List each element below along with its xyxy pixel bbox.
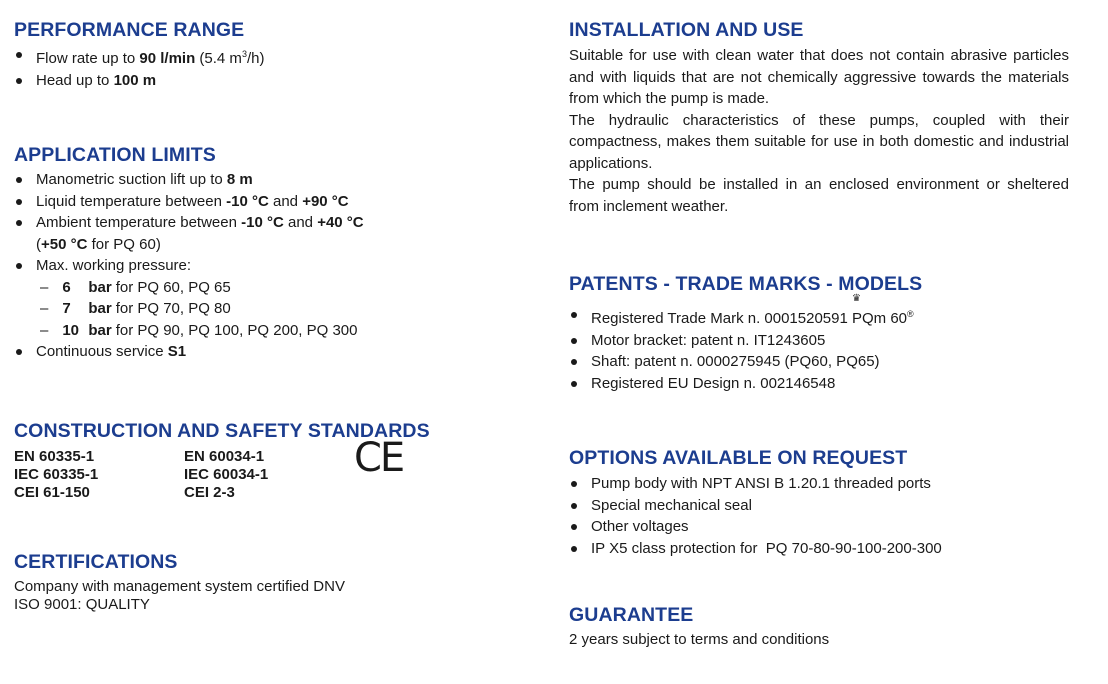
list-item: Ambient temperature between -10 °C and +40 °C: [14, 212, 544, 234]
standards-title: CONSTRUCTION AND SAFETY STANDARDS: [14, 420, 430, 442]
application-list: [14, 169, 544, 234]
installation-paragraph-2: The hydraulic characteristics of these pumps, coupled with their compactness, makes them suitable for use in both domestic and industrial applications.: [569, 111, 1069, 172]
guarantee-title: GUARANTEE: [569, 604, 694, 626]
list-item: Motor bracket: patent n. IT1243605: [569, 330, 1069, 352]
list-item: Head up to 100 m: [14, 70, 544, 92]
certifications-section: [14, 551, 544, 614]
standards-col-2: EN 60034-1 IEC 60034-1 CEI 2-3: [184, 448, 269, 501]
standards-section: [14, 420, 544, 510]
list-item: IP X5 class protection for PQ 70-80-90-100-200-300: [569, 538, 1069, 560]
installation-title: INSTALLATION AND USE: [569, 19, 804, 41]
pqm-logo: ♛ PQm 60®: [852, 293, 914, 327]
list-item: Other voltages: [569, 516, 1069, 538]
patents-section: [569, 273, 1069, 394]
list-item: Liquid temperature between -10 °C and +90 °C: [14, 191, 544, 213]
list-item: Special mechanical seal: [569, 495, 1069, 517]
list-item: Shaft: patent n. 0000275945 (PQ60, PQ65): [569, 351, 1069, 373]
installation-paragraph-3: The pump should be installed in an enclosed environment or sheltered from inclement weather.: [569, 176, 1069, 215]
performance-range-title: PERFORMANCE RANGE: [14, 19, 245, 41]
pressure-list: [14, 255, 544, 363]
crown-icon: ♛: [852, 293, 861, 304]
application-limits-title: APPLICATION LIMITS: [14, 144, 216, 166]
certifications-title: CERTIFICATIONS: [14, 551, 178, 573]
pressure-item: – 7 bar for PQ 70, PQ 80: [40, 300, 231, 317]
list-item: Flow rate up to 90 l/min (5.4 $m^3/h$): [14, 44, 544, 70]
application-limits-section: [14, 144, 544, 363]
pressure-item: – 6 bar for PQ 60, PQ 65: [40, 278, 231, 296]
guarantee-text: 2 years subject to terms and conditions: [569, 631, 830, 648]
ambient-continuation: (+50 °C for PQ 60): [36, 235, 161, 253]
list-item: Manometric suction lift up to 8 m: [14, 169, 544, 191]
patents-list: [569, 293, 1069, 394]
list-item: Max. working pressure:: [14, 255, 544, 277]
pressure-item: – 10 bar for PQ 90, PQ 100, PQ 200, PQ 300: [40, 321, 358, 339]
performance-range-section: [14, 19, 544, 91]
installation-section: [569, 19, 1069, 217]
options-title: OPTIONS AVAILABLE ON REQUEST: [569, 447, 908, 469]
standards-col-1: EN 60335-1 IEC 60335-1 CEI 61-150: [14, 448, 99, 501]
certifications-line-2: ISO 9001: QUALITY: [14, 596, 150, 613]
options-section: [569, 447, 1069, 559]
patents-title: PATENTS - TRADE MARKS - MODELS: [569, 273, 923, 295]
list-item: Pump body with NPT ANSI B 1.20.1 threaded ports: [569, 473, 1069, 495]
list-item: Registered Trade Mark n. 0001520591 ♛ PQm 60®: [569, 304, 1069, 330]
options-list: [569, 473, 1069, 559]
ce-mark-icon: CE: [354, 435, 404, 481]
performance-list: [14, 44, 544, 91]
guarantee-section: [569, 604, 1069, 649]
list-item: Continuous service S1: [14, 341, 544, 363]
certifications-line-1: Company with management system certified DNV: [14, 578, 345, 595]
list-item: Registered EU Design n. 002146548: [569, 373, 1069, 395]
installation-paragraph-1: Suitable for use with clean water that does not contain abrasive particles and with liquids that are not chemically aggressive towards the materials from which the pump is made.: [569, 47, 1069, 107]
